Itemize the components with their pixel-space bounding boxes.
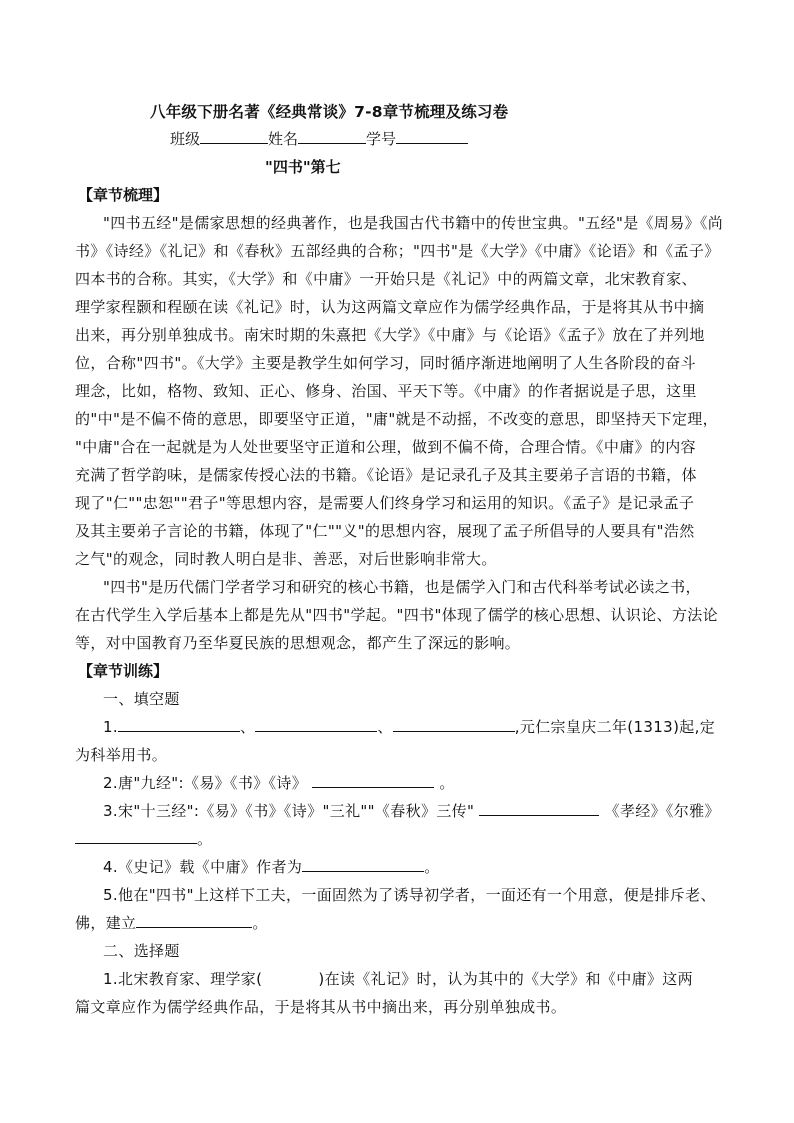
q2-blank[interactable] [312,773,434,788]
review-line: 之气"的观念，同时教人明白是非、善恶，对后世影响非常大。 [75,550,497,568]
question-1-number: 1. [103,718,119,736]
review-heading: 【章节梳理】 [78,186,169,204]
review-line: "四书"是历代儒门学者学习和研究的核心书籍，也是儒学入门和古代科举考试必读之书， [103,578,701,596]
review-line: 位，合称"四书"。《大学》主要是教学生如何学习，同时循序渐进地阐明了人生各阶段的奋斗 [75,354,697,372]
question-2-text: 2.唐"九经":《易》《书》《诗》 [103,774,308,792]
q3-end: 。 [197,830,213,848]
review-line: "四书五经"是儒家思想的经典著作，也是我国古代书籍中的传世宝典。"五经"是《周易》《尚 [103,214,724,232]
question-1 [103,716,715,737]
choice-1-tail: )在读《礼记》时，认为其中的《大学》和《中庸》这两 [318,970,693,988]
q3-blank-1[interactable] [479,801,599,816]
q1-blank-2[interactable] [255,717,377,732]
practice-heading: 【章节训练】 [78,662,169,680]
q5-blank[interactable] [136,913,252,928]
chapter-title: "四书"第七 [265,158,341,176]
question-3-text: 3.宋"十三经":《易》《书》《诗》"三礼""《春秋》三传" [103,802,475,820]
review-line: 在古代学生入学后基本上都是先从"四书"学起。"四书"体现了儒学的核心思想、认识论、方法论 [75,606,719,624]
question-5-text2: 佛，建立 [75,914,137,932]
q4-end: 。 [424,858,440,876]
review-line: 充满了哲学韵味，是儒家传授心法的书籍。《论语》是记录孔子及其主要弟子言语的书籍，体 [75,466,697,484]
review-line: 的"中"是不偏不倚的意思，即要坚守正道，"庸"就是不动摇，不改变的意思，即坚持天下定理， [75,410,719,428]
question-3-line2 [75,828,212,849]
q5-end: 。 [252,914,268,932]
question-2 [103,772,455,793]
class-label: 班级 [170,130,201,148]
choice-question-1 [103,968,693,989]
review-line: 书》《诗经》《礼记》和《春秋》五部经典的合称；"四书"是《大学》《中庸》《论语》和《孟子》 [75,242,720,260]
review-line: 出来，再分别单独成书。南宋时期的朱熹把《大学》《中庸》与《论语》《孟子》放在了并列地 [75,326,705,344]
q4-blank[interactable] [302,857,424,872]
question-3 [103,800,720,821]
choice-section-title: 二、选择题 [103,942,180,960]
student-info-line [170,128,468,149]
q3-blank-2[interactable] [75,829,197,844]
class-field[interactable] [200,129,268,144]
choice-1-text: 1.北宋教育家、理学家( [103,970,263,988]
review-line: 及其主要弟子言论的书籍，体现了"仁""义"的思想内容，展现了孟子所倡导的人要具有"浩然 [75,522,695,540]
review-line: 等，对中国教育乃至华夏民族的思想观念，都产生了深远的影响。 [75,634,521,652]
q1-blank-1[interactable] [118,717,240,732]
q1-separator: 、 [240,718,256,736]
review-line: 理学家程颢和程颐在读《礼记》时，认为这两篇文章应作为儒学经典作品，于是将其从书中摘 [75,298,705,316]
question-4-text: 4.《史记》载《中庸》作者为 [103,858,303,876]
review-line: 理念，比如，格物、致知、正心、修身、治国、平天下等。《中庸》的作者据说是子思，这里 [75,382,697,400]
name-field[interactable] [298,129,366,144]
question-5: 5.他在"四书"上这样下工夫，一面固然为了诱导初学者，一面还有一个用意，便是排斥老、 [103,886,716,904]
choice-question-1-line2: 篇文章应作为儒学经典作品，于是将其从书中摘出来，再分别单独成书。 [75,998,567,1016]
review-line: 现了"仁""忠恕""君子"等思想内容，是需要人们终身学习和运用的知识。《孟子》是记录孟子 [75,494,695,512]
question-5-line2 [75,912,268,933]
q2-end: 。 [439,774,455,792]
name-label: 姓名 [268,130,299,148]
id-label: 学号 [366,130,397,148]
student-id-field[interactable] [396,129,468,144]
review-line: 四本书的合称。其实，《大学》和《中庸》一开始只是《礼记》中的两篇文章，北宋教育家、 [75,270,697,288]
review-line: "中庸"合在一起就是为人处世要坚守正道和公理，做到不偏不倚，合理合情。《中庸》的内容 [75,438,697,456]
question-4 [103,856,440,877]
fill-blank-section-title: 一、填空题 [103,690,180,708]
q1-tail: ,元仁宗皇庆二年(1313)起,定 [514,718,716,736]
page-title: 八年级下册名著《经典常谈》7-8章节梳理及练习卷 [150,103,509,121]
q1-blank-3[interactable] [393,717,515,732]
question-1-line2: 为科举用书。 [75,746,168,764]
q3-tail: 《孝经》《尔雅》 [604,802,720,820]
q1-separator: 、 [377,718,393,736]
